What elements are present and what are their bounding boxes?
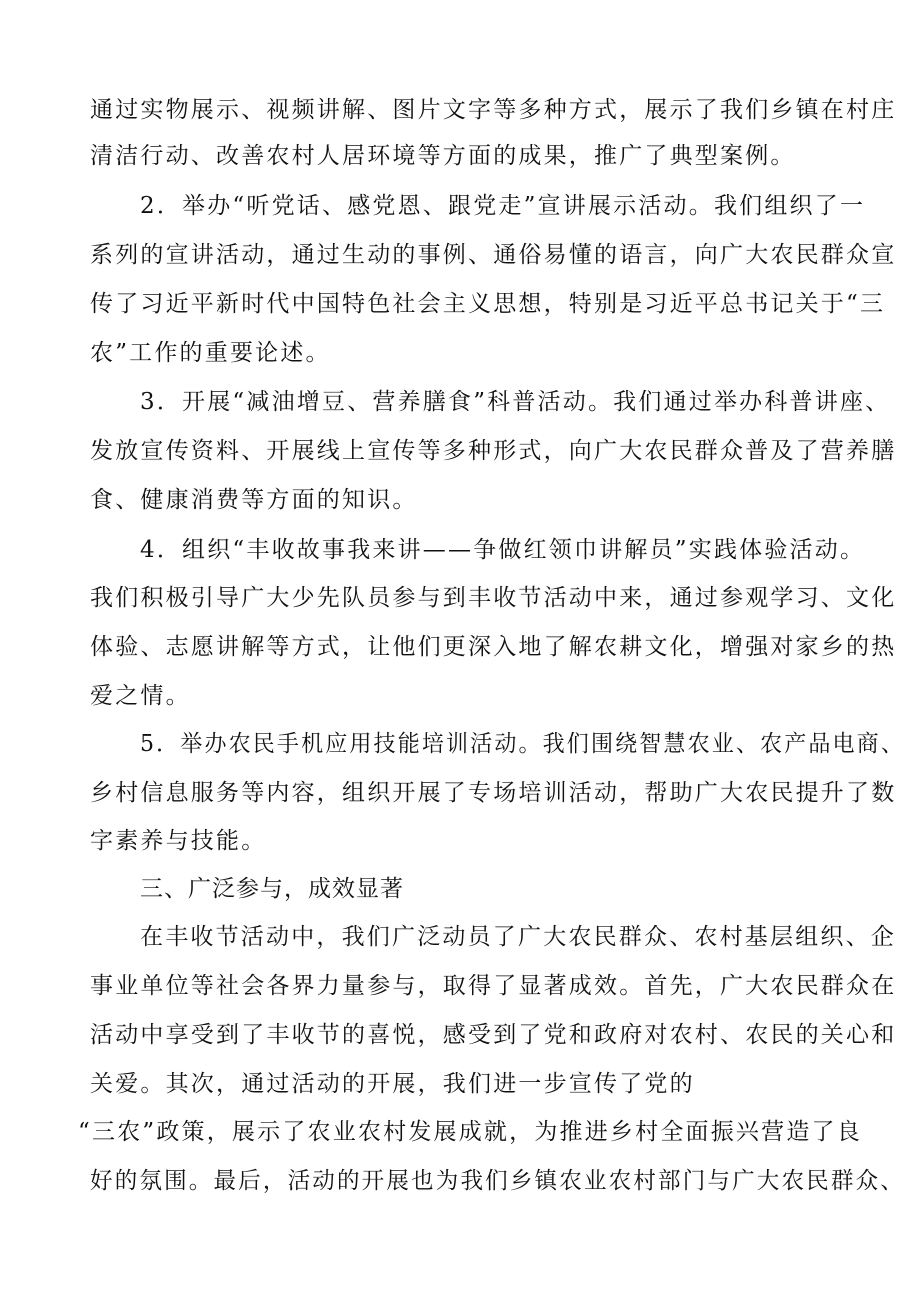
- text-line: 我们积极引导广大少先队员参与到丰收节活动中来，通过参观学习、文化: [90, 585, 897, 611]
- text-line: 系列的宣讲活动，通过生动的事例、通俗易懂的语言，向广大农民群众宣: [90, 242, 897, 268]
- text-line: 3．开展“减油增豆、营养膳食”科普活动。我们通过举办科普讲座、: [140, 389, 891, 415]
- text-line: 食、健康消费等方面的知识。: [90, 487, 418, 513]
- text-line: “三农”政策，展示了农业农村发展成就，为推进乡村全面振兴营造了良: [78, 1119, 862, 1145]
- text-line: 传了习近平新时代中国特色社会主义思想，特别是习近平总书记关于“三: [90, 291, 886, 317]
- text-line: 2．举办“听党话、感党恩、跟党走”宣讲展示活动。我们组织了一: [140, 193, 866, 219]
- text-line: 体验、志愿讲解等方式，让他们更深入地了解农耕文化，增强对家乡的热: [90, 634, 897, 660]
- text-line: 好的氛围。最后，活动的开展也为我们乡镇农业农村部门与广大农民群众、: [90, 1168, 905, 1194]
- text-line: 农”工作的重要论述。: [90, 340, 331, 366]
- text-line: 4．组织“丰收故事我来讲——争做红领巾讲解员”实践体验活动。: [140, 537, 866, 563]
- section-heading: 三、广泛参与，成效显著: [140, 876, 404, 902]
- text-line: 通过实物展示、视频讲解、图片文字等多种方式，展示了我们乡镇在村庄: [90, 97, 897, 123]
- text-line: 关爱。其次，通过活动的开展，我们进一步宣传了党的: [90, 1071, 695, 1097]
- text-line: 发放宣传资料、开展线上宣传等多种形式，向广大农民群众普及了营养膳: [90, 438, 897, 464]
- text-line: 5．举办农民手机应用技能培训活动。我们围绕智慧农业、农产品电商、: [140, 731, 906, 757]
- text-line: 事业单位等社会各界力量参与，取得了显著成效。首先，广大农民群众在: [90, 973, 897, 999]
- text-line: 字素养与技能。: [90, 828, 267, 854]
- text-line: 爱之情。: [90, 683, 191, 709]
- text-line: 清洁行动、改善农村人居环境等方面的成果，推广了典型案例。: [90, 143, 796, 169]
- text-line: 活动中享受到了丰收节的喜悦，感受到了党和政府对农村、农民的关心和: [90, 1022, 897, 1048]
- text-line: 在丰收节活动中，我们广泛动员了广大农民群众、农村基层组织、企: [140, 924, 896, 950]
- text-line: 乡村信息服务等内容，组织开展了专场培训活动，帮助广大农民提升了数: [90, 780, 897, 806]
